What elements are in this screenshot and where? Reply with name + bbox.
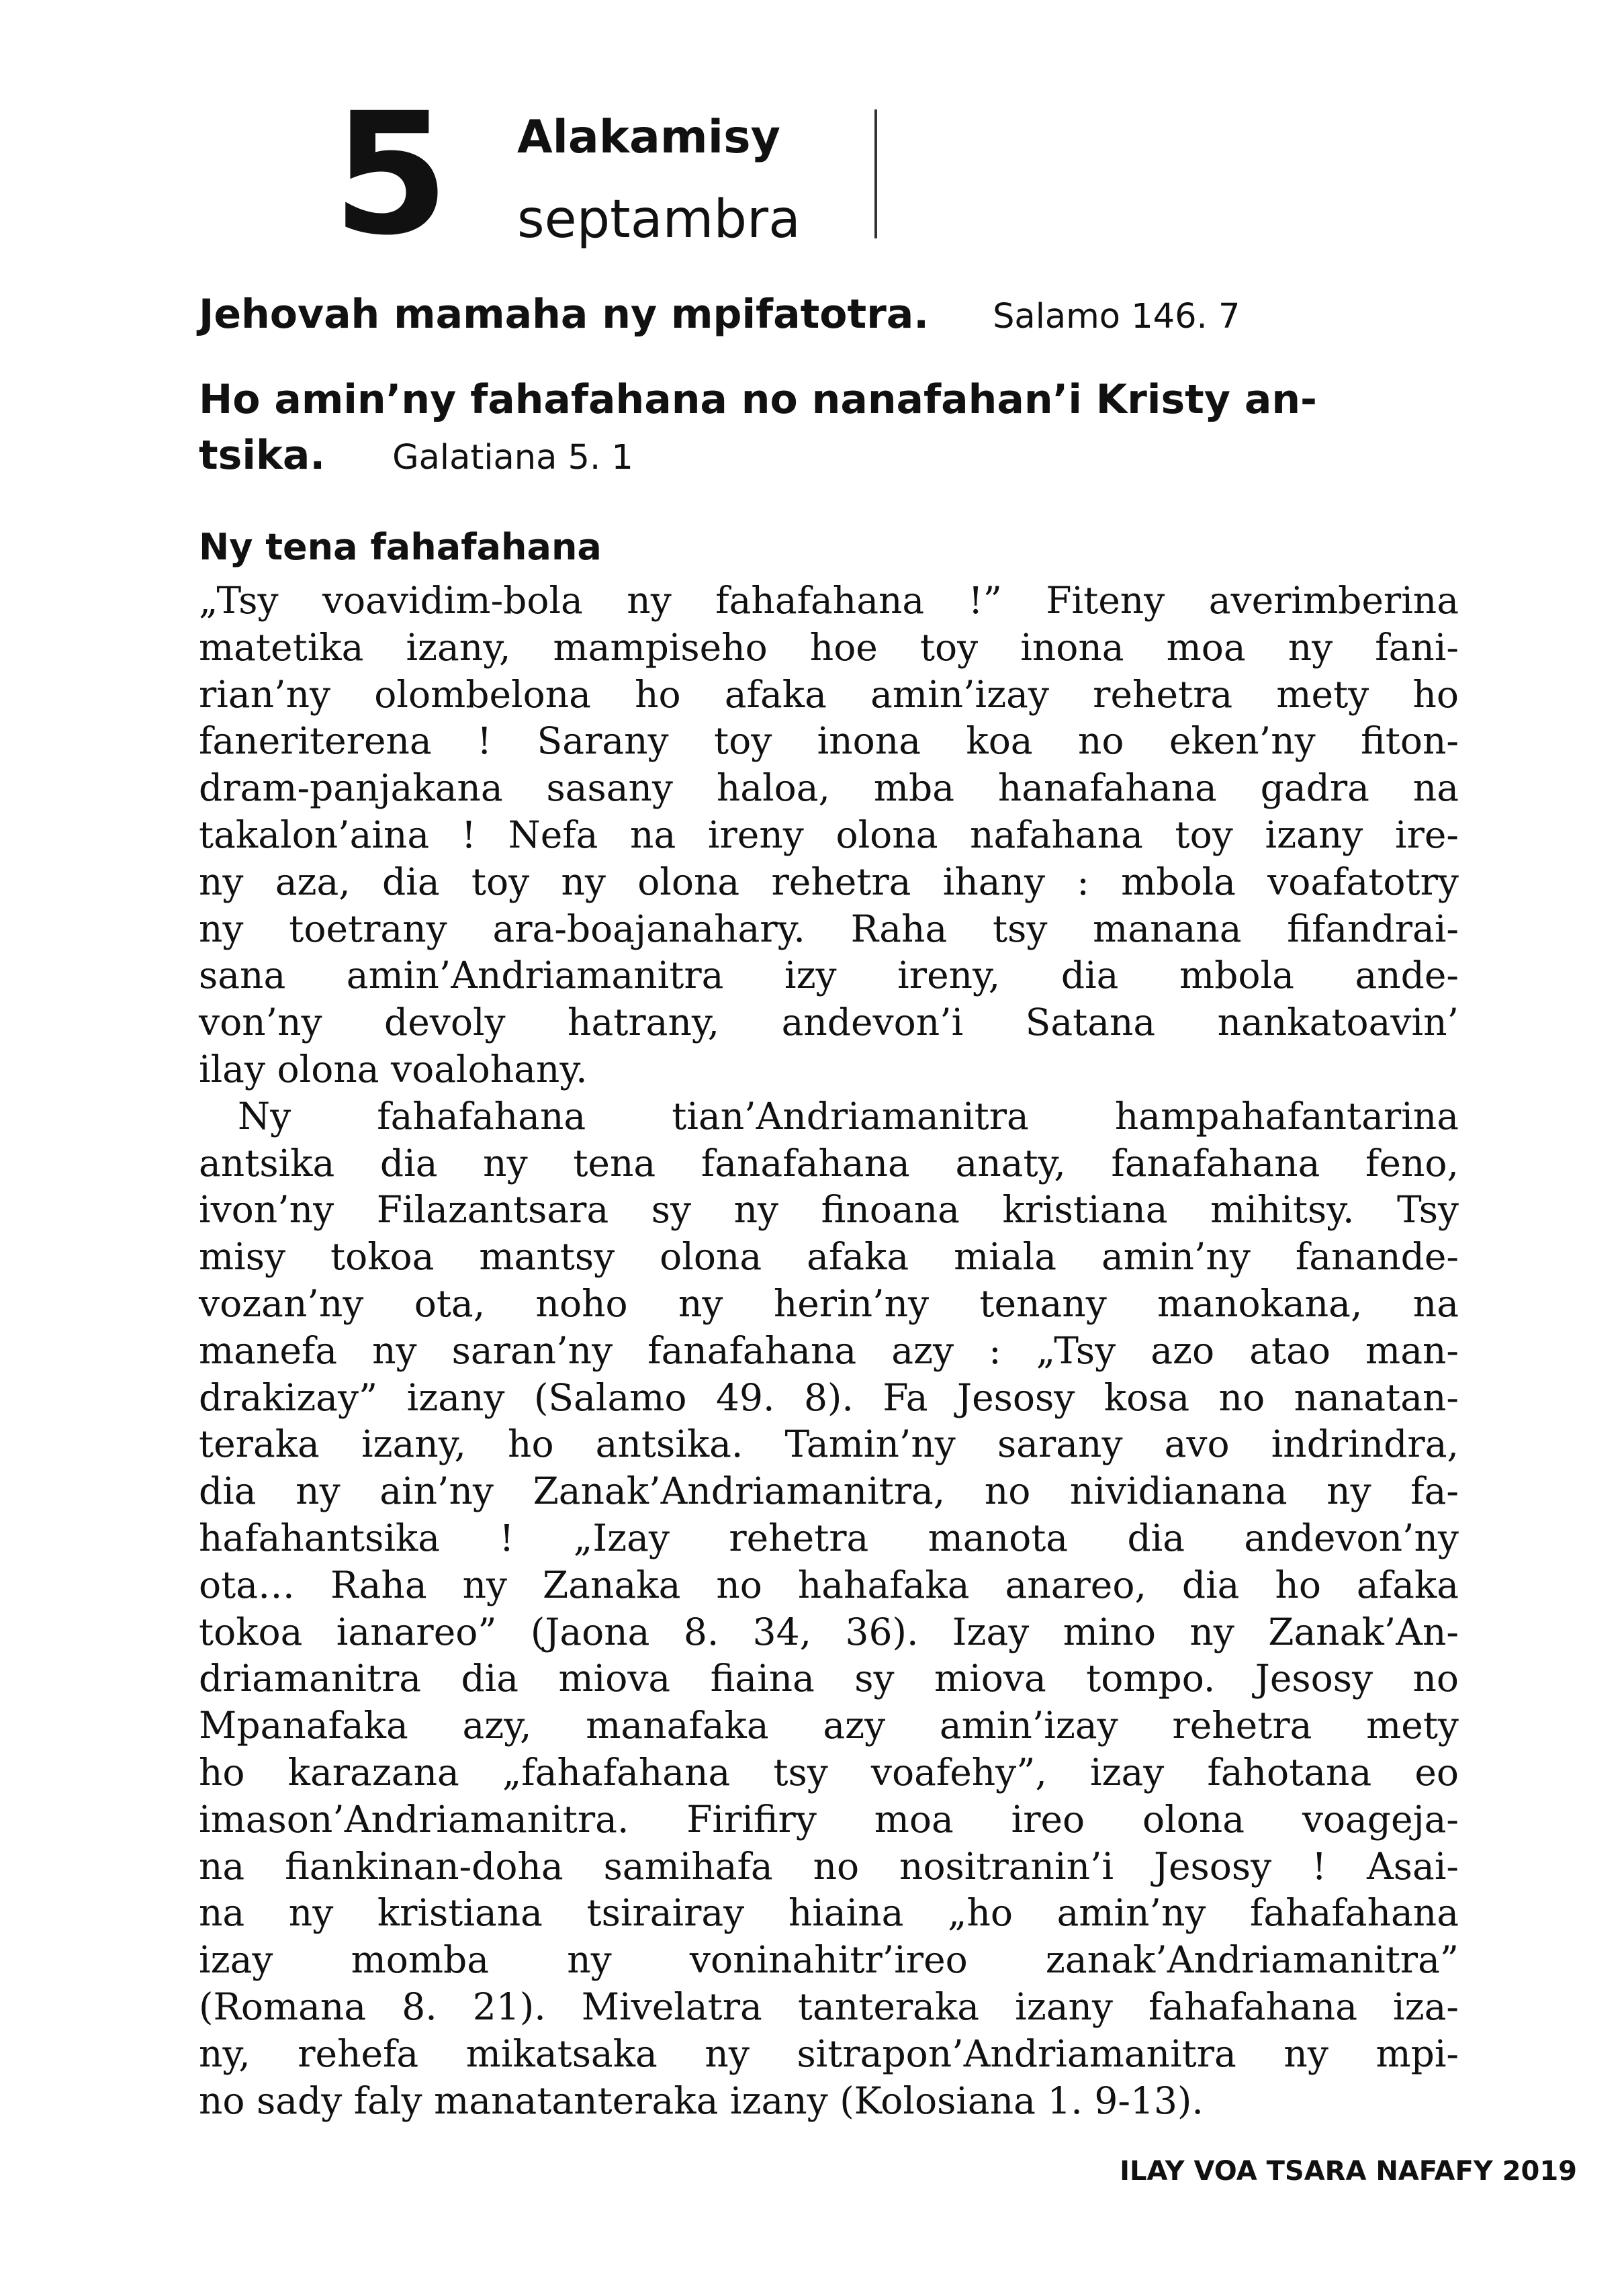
verse-2-line-2 [199, 428, 633, 485]
body-line: imason’Andriamanitra. Firifiry moa ireo olona voageja- [199, 1797, 1459, 1841]
body-line: hafahantsika ! „Izay rehetra manota dia andevon’ny [199, 1516, 1459, 1559]
verse-2-text-2: tsika. [199, 432, 326, 479]
body-line: sana amin’Andriamanitra izy ireny, dia mbola ande- [199, 954, 1459, 997]
verse-1-ref: Salamo 146. 7 [993, 297, 1240, 336]
body-line: ilay olona voalohany. [199, 1047, 588, 1091]
body-line: no sady faly manatanteraka izany (Kolosiana 1. 9-13). [199, 2079, 1204, 2122]
body-line: takalon’aina ! Nefa na ireny olona nafahana toy izany ire- [199, 813, 1459, 856]
body-line: Ny fahafahana tian’Andriamanitra hampahafantarina [238, 1094, 1459, 1138]
weekday: Alakamisy [517, 111, 780, 164]
header-divider [874, 109, 877, 238]
body-line: drakizay” izany (Salamo 49. 8). Fa Jesosy kosa no nanatan- [199, 1375, 1459, 1419]
body-line: izay momba ny voninahitr’ireo zanak’Andriamanitra” [199, 1938, 1459, 1982]
body-line: von’ny devoly hatrany, andevon’i Satana nankatoavin’ [199, 1001, 1459, 1044]
body-line: na ny kristiana tsirairay hiaina „ho amin’ny fahafahana [199, 1891, 1459, 1935]
body-line: tokoa ianareo” (Jaona 8. 34, 36). Izay mino ny Zanak’An- [199, 1610, 1459, 1653]
body-line: teraka izany, ho antsika. Tamin’ny sarany avo indrindra, [199, 1422, 1459, 1466]
verse-1 [199, 287, 1240, 344]
verse-2-line-1 [199, 373, 1317, 426]
day-number: 5 [332, 77, 447, 272]
body-line: ivon’ny Filazantsara sy ny finoana kristiana mihitsy. Tsy [199, 1188, 1459, 1232]
body-line: na fiankinan-doha samihafa no nositranin’i Jesosy ! Asai- [199, 1844, 1459, 1888]
body-line: dia ny ain’ny Zanak’Andriamanitra, no nividianana ny fa- [199, 1469, 1459, 1513]
body-line: ota… Raha ny Zanaka no hahafaka anareo, dia ho afaka [199, 1563, 1459, 1606]
body-line: driamanitra dia miova fiaina sy miova tompo. Jesosy no [199, 1657, 1459, 1700]
body-line: dram-panjakana sasany haloa, mba hanafahana gadra na [199, 766, 1459, 810]
verse-1-text: Jehovah mamaha ny mpifatotra. [199, 291, 930, 338]
footer: ILAY VOA TSARA NAFAFY 2019 [1120, 2156, 1577, 2187]
body-line: rian’ny olombelona ho afaka amin’izay rehetra mety ho [199, 672, 1459, 716]
body-line: manefa ny saran’ny fanafahana azy : „Tsy azo atao man- [199, 1328, 1459, 1372]
body-line: ho karazana „fahafahana tsy voafehy”, izay fahotana eo [199, 1750, 1459, 1794]
body-line: vozan’ny ota, noho ny herin’ny tenany manokana, na [199, 1281, 1459, 1325]
body-line: Mpanafaka azy, manafaka azy amin’izay rehetra mety [199, 1704, 1459, 1747]
section-title: Ny tena fahafahana [199, 526, 602, 568]
body-line: matetika izany, mampiseho hoe toy inona moa ny fani- [199, 625, 1459, 669]
body-line: misy tokoa mantsy olona afaka miala amin’ny fanande- [199, 1235, 1459, 1279]
body-line: (Romana 8. 21). Mivelatra tanteraka izany fahafahana iza- [199, 1985, 1459, 2028]
body-text [199, 578, 1459, 2124]
body-line: „Tsy voavidim-bola ny fahafahana !” Fiteny averimberina [199, 579, 1459, 622]
verse-2-ref: Galatiana 5. 1 [392, 438, 633, 477]
verse-2-text-1: Ho amin’ny fahafahana no nanafahan’i Kristy an- [199, 376, 1317, 423]
body-line: ny aza, dia toy ny olona rehetra ihany : mbola voafatotry [199, 860, 1459, 903]
body-line: ny toetrany ara-boajanahary. Raha tsy manana fifandrai- [199, 907, 1459, 950]
body-line: ny, rehefa mikatsaka ny sitrapon’Andriamanitra ny mpi- [199, 2032, 1459, 2075]
body-line: faneriterena ! Sarany toy inona koa no eken’ny fiton- [199, 719, 1459, 763]
body-line: antsika dia ny tena fanafahana anaty, fanafahana feno, [199, 1141, 1459, 1185]
month: septambra [517, 189, 801, 250]
